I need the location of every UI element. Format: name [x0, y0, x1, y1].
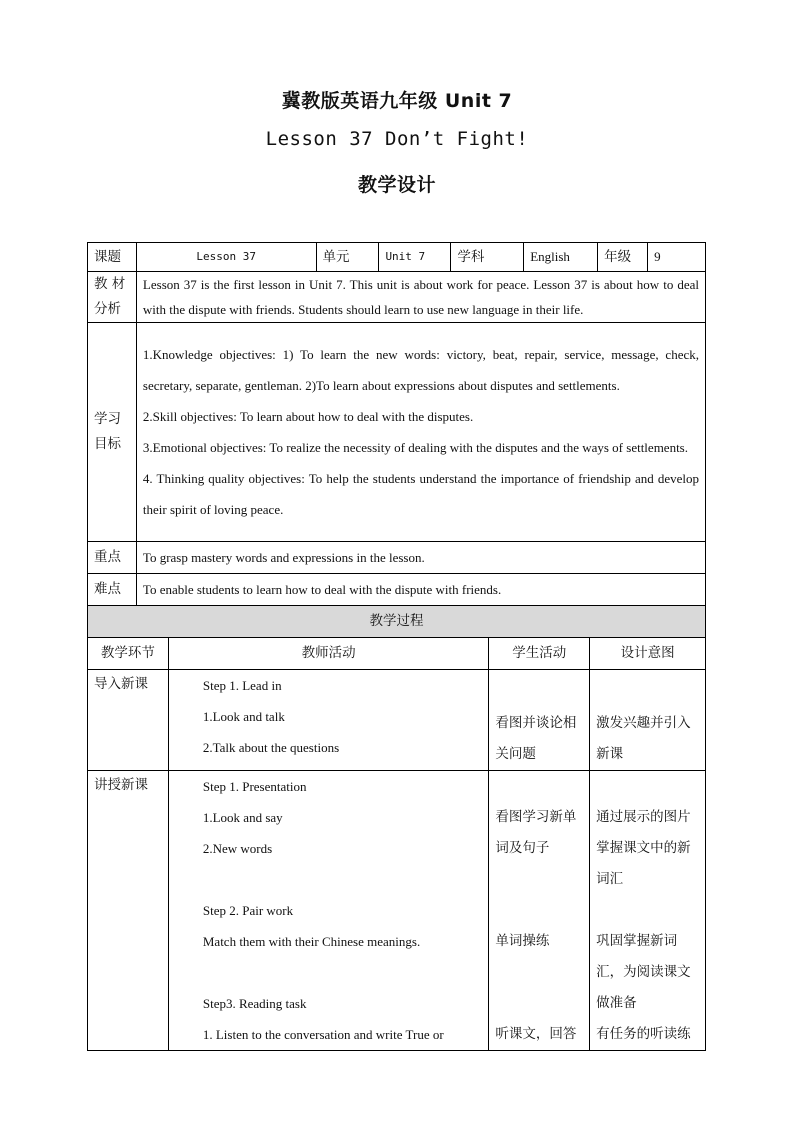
intro-row	[88, 670, 706, 771]
teach-student-activity: 看图学习新单词及句子 单词操练 听课文，回答	[489, 771, 590, 1051]
intro-stage: 导入新课	[88, 670, 169, 771]
intro-teacher-activity: Step 1. Lead in 1.Look and talk 2.Talk about the questions	[168, 670, 488, 771]
lesson-info-table	[87, 242, 706, 606]
intro-student-activity: 看图并谈论相关问题	[489, 670, 590, 771]
doc-title-line1: 冀教版英语九年级 Unit 7	[281, 90, 513, 112]
objectives-list	[136, 323, 705, 542]
doc-title-line3: 教学设计	[357, 174, 436, 196]
objective-item: 1.Knowledge objectives: 1) To learn the new words: victory, beat, repair, service, message, check, secretary, separate, gentleman. 2)To learn about expressions about disputes and settlements.	[142, 347, 699, 393]
intro-purpose: 激发兴趣并引入新课	[590, 670, 706, 771]
analysis-text: Lesson 37 is the first lesson in Unit 7. This unit is about work for peace. Lesson 37 is about how to deal with the dispute with friends. Students should learn to use new language in their life.	[136, 272, 705, 323]
grade-label: 年级	[598, 243, 648, 272]
key-point-row	[88, 542, 706, 574]
topic-value: Lesson 37	[136, 243, 316, 272]
objectives-row	[88, 323, 706, 542]
col-header-stage: 教学环节	[88, 638, 169, 670]
grade-value: 9	[648, 243, 706, 272]
unit-value: Unit 7	[379, 243, 451, 272]
teach-row	[88, 771, 706, 1051]
col-header-student: 学生活动	[489, 638, 590, 670]
difficult-point-row	[88, 574, 706, 606]
teach-purpose: 通过展示的图片掌握课文中的新词汇 巩固掌握新词汇，为阅读课文做准备 有任务的听读练	[590, 771, 706, 1051]
analysis-label: 教 材 分析	[88, 272, 137, 323]
objective-item: 2.Skill objectives: To learn about how to deal with the disputes.	[142, 409, 474, 424]
doc-title-line2: Lesson 37 Don’t Fight!	[265, 128, 529, 150]
unit-label: 单元	[316, 243, 379, 272]
process-heading: 教学过程	[88, 606, 706, 638]
difficult-point-label: 难点	[88, 574, 137, 606]
process-table	[87, 605, 706, 1051]
info-row	[88, 243, 706, 272]
subject-label: 学科	[451, 243, 524, 272]
subject-value: English	[524, 243, 598, 272]
topic-label: 课题	[88, 243, 137, 272]
key-point-text: To grasp mastery words and expressions in the lesson.	[136, 542, 705, 574]
objective-item: 4. Thinking quality objectives: To help the students understand the importance of friendship and develop their spirit of loving peace.	[142, 471, 699, 517]
process-header-row	[88, 638, 706, 670]
analysis-row	[88, 272, 706, 323]
col-header-purpose: 设计意图	[590, 638, 706, 670]
key-point-label: 重点	[88, 542, 137, 574]
teach-stage: 讲授新课	[88, 771, 169, 1051]
teach-teacher-activity: Step 1. Presentation 1.Look and say 2.New words Step 2. Pair work Match them with their Chinese meanings. Step3. Reading task 1. Listen to the conversation and write True or	[168, 771, 488, 1051]
objective-item: 3.Emotional objectives: To realize the necessity of dealing with the disputes and the ways of settlements.	[142, 440, 688, 455]
objectives-label: 学习 目标	[88, 323, 137, 542]
difficult-point-text: To enable students to learn how to deal with the dispute with friends.	[136, 574, 705, 606]
process-heading-row	[88, 606, 706, 638]
col-header-teacher: 教师活动	[168, 638, 488, 670]
